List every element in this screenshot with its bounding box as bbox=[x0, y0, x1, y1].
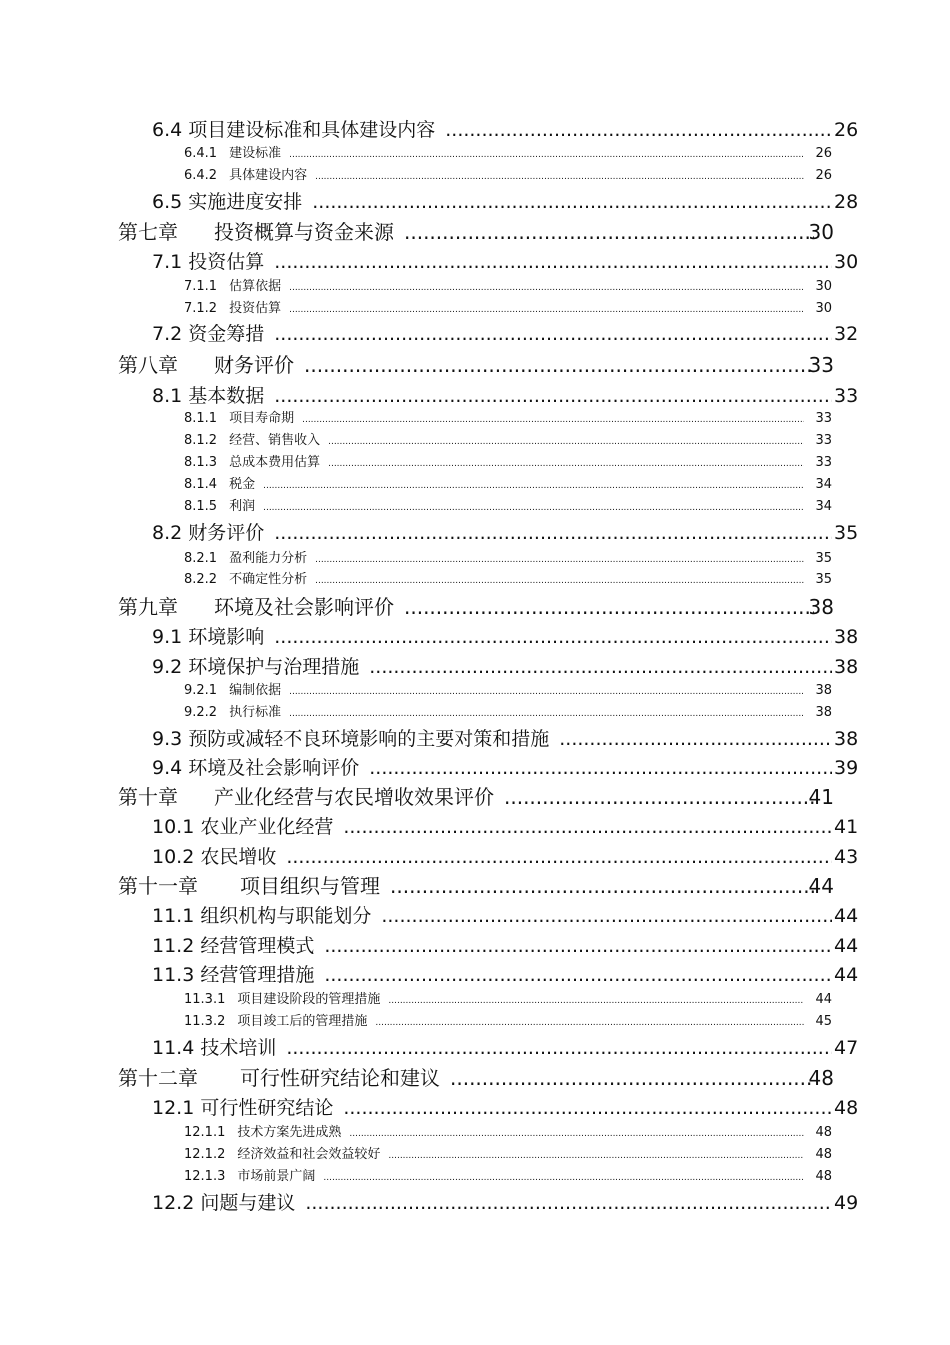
toc-entry-title: 经营管理措施 bbox=[200, 964, 315, 986]
dot-leader bbox=[328, 455, 804, 473]
toc-entry-number: 12.1.3 bbox=[184, 1169, 226, 1184]
toc-entry-title: 盈利能力分析 bbox=[229, 551, 308, 566]
toc-entry-page-number: 48 bbox=[815, 1169, 832, 1184]
toc-entry-number: 6.4.1 bbox=[184, 146, 218, 161]
dot-leader bbox=[315, 551, 804, 569]
toc-entry-number: 10.2 bbox=[152, 846, 195, 868]
dot-leader bbox=[328, 433, 804, 451]
toc-entry-page-number: 38 bbox=[834, 656, 859, 678]
toc-entry-number: 6.4 bbox=[152, 119, 183, 141]
toc-entry-number: 9.2.2 bbox=[184, 705, 218, 720]
toc-section-entry[interactable] bbox=[152, 1190, 858, 1216]
dot-leader bbox=[289, 279, 804, 297]
toc-subsection-entry[interactable] bbox=[184, 167, 832, 185]
toc-subsection-entry[interactable] bbox=[184, 432, 832, 450]
toc-entry-number: 12.1.2 bbox=[184, 1147, 226, 1162]
toc-entry-number: 11.2 bbox=[152, 935, 195, 957]
toc-entry-title: 编制依据 bbox=[229, 683, 282, 698]
toc-entry-page-number: 26 bbox=[834, 119, 859, 141]
toc-subsection-entry[interactable] bbox=[184, 704, 832, 722]
toc-entry-page-number: 38 bbox=[834, 728, 859, 750]
toc-subsection-entry[interactable] bbox=[184, 682, 832, 700]
toc-entry-title: 农民增收 bbox=[200, 846, 277, 868]
dot-leader bbox=[369, 755, 832, 781]
dot-leader bbox=[504, 784, 814, 810]
toc-entry-title: 估算依据 bbox=[229, 279, 282, 294]
toc-entry-page-number: 45 bbox=[815, 1014, 832, 1029]
toc-entry-title: 总成本费用估算 bbox=[229, 455, 321, 470]
toc-subsection-entry[interactable] bbox=[184, 991, 832, 1009]
toc-entry-title: 技术培训 bbox=[200, 1037, 277, 1059]
toc-section-entry[interactable] bbox=[152, 933, 858, 959]
dot-leader bbox=[450, 1065, 814, 1091]
toc-entry-title: 环境及社会影响评价 bbox=[214, 595, 394, 619]
toc-entry-number: 7.1.1 bbox=[184, 279, 218, 294]
dot-leader bbox=[445, 117, 832, 143]
dot-leader bbox=[304, 352, 814, 378]
toc-entry-page-number: 44 bbox=[834, 905, 859, 927]
toc-entry-number: 8.1.4 bbox=[184, 477, 218, 492]
toc-entry-page-number: 44 bbox=[815, 992, 832, 1007]
toc-subsection-entry[interactable] bbox=[184, 476, 832, 494]
dot-leader bbox=[381, 903, 832, 929]
toc-entry-title: 财务评价 bbox=[214, 353, 294, 377]
toc-section-entry[interactable] bbox=[152, 755, 858, 781]
dot-leader bbox=[289, 705, 804, 723]
toc-entry-page-number: 32 bbox=[834, 323, 859, 345]
toc-entry-page-number: 39 bbox=[834, 757, 859, 779]
dot-leader bbox=[343, 1095, 832, 1121]
toc-subsection-entry[interactable] bbox=[184, 1124, 832, 1142]
dot-leader bbox=[343, 814, 832, 840]
toc-entry-page-number: 30 bbox=[808, 220, 834, 244]
toc-entry-page-number: 28 bbox=[834, 191, 859, 213]
toc-entry-page-number: 30 bbox=[834, 251, 859, 273]
toc-entry-number: 第十章 bbox=[118, 785, 178, 809]
toc-entry-number: 11.3.1 bbox=[184, 992, 226, 1007]
toc-section-entry[interactable] bbox=[152, 117, 858, 143]
toc-entry-number: 第九章 bbox=[118, 595, 178, 619]
toc-entry-title: 建设标准 bbox=[229, 146, 282, 161]
toc-section-entry[interactable] bbox=[152, 321, 858, 347]
dot-leader bbox=[375, 1014, 804, 1032]
dot-leader bbox=[274, 321, 832, 347]
toc-entry-number: 9.4 bbox=[152, 757, 183, 779]
toc-entry-page-number: 49 bbox=[834, 1192, 859, 1214]
toc-entry-number: 8.1 bbox=[152, 385, 183, 407]
dot-leader bbox=[324, 933, 832, 959]
toc-entry-number: 9.1 bbox=[152, 626, 183, 648]
toc-chapter-entry[interactable] bbox=[118, 219, 834, 245]
toc-entry-title: 利润 bbox=[229, 499, 256, 514]
dot-leader bbox=[390, 873, 814, 899]
dot-leader bbox=[289, 146, 804, 164]
dot-leader bbox=[274, 520, 832, 546]
toc-entry-number: 8.1.5 bbox=[184, 499, 218, 514]
toc-entry-page-number: 38 bbox=[815, 683, 832, 698]
toc-entry-number: 11.1 bbox=[152, 905, 195, 927]
toc-entry-title: 投资概算与资金来源 bbox=[214, 220, 394, 244]
dot-leader bbox=[315, 572, 804, 590]
toc-entry-number: 8.1.1 bbox=[184, 411, 218, 426]
toc-entry-page-number: 48 bbox=[808, 1066, 834, 1090]
toc-entry-title: 经营管理模式 bbox=[200, 935, 315, 957]
dot-leader bbox=[315, 168, 804, 186]
toc-entry-number: 第八章 bbox=[118, 353, 178, 377]
toc-section-entry[interactable] bbox=[152, 962, 858, 988]
toc-entry-title: 可行性研究结论和建议 bbox=[240, 1066, 440, 1090]
toc-entry-page-number: 33 bbox=[815, 433, 832, 448]
toc-entry-page-number: 26 bbox=[815, 168, 832, 183]
dot-leader bbox=[323, 1169, 804, 1187]
toc-entry-page-number: 47 bbox=[834, 1037, 859, 1059]
toc-subsection-entry[interactable] bbox=[184, 454, 832, 472]
toc-section-entry[interactable] bbox=[152, 520, 858, 546]
toc-entry-number: 6.5 bbox=[152, 191, 183, 213]
dot-leader bbox=[404, 594, 814, 620]
dot-leader bbox=[289, 301, 804, 319]
toc-chapter-entry[interactable] bbox=[118, 784, 834, 810]
toc-entry-number: 11.3.2 bbox=[184, 1014, 226, 1029]
toc-subsection-entry[interactable] bbox=[184, 410, 832, 428]
toc-entry-number: 9.2.1 bbox=[184, 683, 218, 698]
toc-entry-title: 投资估算 bbox=[229, 301, 282, 316]
dot-leader bbox=[388, 1147, 804, 1165]
toc-chapter-entry[interactable] bbox=[118, 1065, 834, 1091]
dot-leader bbox=[312, 189, 832, 215]
toc-section-entry[interactable] bbox=[152, 249, 858, 275]
toc-entry-title: 投资估算 bbox=[188, 251, 265, 273]
toc-entry-title: 组织机构与职能划分 bbox=[200, 905, 372, 927]
toc-entry-number: 8.2 bbox=[152, 522, 183, 544]
toc-entry-number: 9.3 bbox=[152, 728, 183, 750]
toc-entry-page-number: 35 bbox=[834, 522, 859, 544]
toc-entry-number: 8.2.1 bbox=[184, 551, 218, 566]
toc-entry-page-number: 41 bbox=[834, 816, 859, 838]
toc-entry-title: 问题与建议 bbox=[200, 1192, 296, 1214]
toc-entry-page-number: 30 bbox=[815, 301, 832, 316]
toc-subsection-entry[interactable] bbox=[184, 145, 832, 163]
toc-entry-number: 8.1.2 bbox=[184, 433, 218, 448]
dot-leader bbox=[274, 383, 832, 409]
toc-entry-title: 项目建设标准和具体建设内容 bbox=[188, 119, 436, 141]
toc-entry-page-number: 33 bbox=[815, 411, 832, 426]
toc-entry-title: 环境影响 bbox=[188, 626, 265, 648]
toc-entry-number: 12.1.1 bbox=[184, 1125, 226, 1140]
toc-subsection-entry[interactable] bbox=[184, 550, 832, 568]
toc-entry-title: 环境保护与治理措施 bbox=[188, 656, 360, 678]
toc-entry-page-number: 48 bbox=[834, 1097, 859, 1119]
dot-leader bbox=[388, 992, 804, 1010]
dot-leader bbox=[305, 1190, 832, 1216]
toc-entry-title: 项目寿命期 bbox=[229, 411, 295, 426]
toc-entry-page-number: 26 bbox=[815, 146, 832, 161]
toc-entry-page-number: 48 bbox=[815, 1125, 832, 1140]
toc-entry-page-number: 43 bbox=[834, 846, 859, 868]
dot-leader bbox=[289, 683, 804, 701]
toc-section-entry[interactable] bbox=[152, 903, 858, 929]
toc-entry-title: 资金筹措 bbox=[188, 323, 265, 345]
dot-leader bbox=[274, 624, 832, 650]
toc-entry-page-number: 30 bbox=[815, 279, 832, 294]
toc-entry-page-number: 34 bbox=[815, 499, 832, 514]
dot-leader bbox=[324, 962, 832, 988]
toc-entry-title: 经营、销售收入 bbox=[229, 433, 321, 448]
dot-leader bbox=[263, 477, 804, 495]
toc-entry-number: 第七章 bbox=[118, 220, 178, 244]
toc-entry-title: 项目竣工后的管理措施 bbox=[237, 1014, 368, 1029]
toc-entry-title: 基本数据 bbox=[188, 385, 265, 407]
toc-entry-number: 11.4 bbox=[152, 1037, 195, 1059]
toc-entry-number: 12.2 bbox=[152, 1192, 195, 1214]
toc-entry-number: 第十一章 bbox=[118, 874, 198, 898]
toc-entry-number: 10.1 bbox=[152, 816, 195, 838]
toc-entry-page-number: 44 bbox=[834, 964, 859, 986]
toc-entry-page-number: 38 bbox=[808, 595, 834, 619]
toc-entry-number: 6.4.2 bbox=[184, 168, 218, 183]
dot-leader bbox=[263, 499, 804, 517]
toc-subsection-entry[interactable] bbox=[184, 1013, 832, 1031]
toc-entry-title: 项目组织与管理 bbox=[240, 874, 380, 898]
toc-subsection-entry[interactable] bbox=[184, 1168, 832, 1186]
dot-leader bbox=[369, 654, 832, 680]
toc-section-entry[interactable] bbox=[152, 624, 858, 650]
toc-section-entry[interactable] bbox=[152, 383, 858, 409]
toc-entry-title: 项目建设阶段的管理措施 bbox=[237, 992, 381, 1007]
toc-entry-page-number: 38 bbox=[834, 626, 859, 648]
dot-leader bbox=[559, 726, 832, 752]
toc-section-entry[interactable] bbox=[152, 814, 858, 840]
toc-entry-number: 12.1 bbox=[152, 1097, 195, 1119]
dot-leader bbox=[286, 1035, 832, 1061]
toc-entry-title: 经济效益和社会效益较好 bbox=[237, 1147, 381, 1162]
toc-section-entry[interactable] bbox=[152, 844, 858, 870]
toc-chapter-entry[interactable] bbox=[118, 352, 834, 378]
toc-subsection-entry[interactable] bbox=[184, 278, 832, 296]
toc-subsection-entry[interactable] bbox=[184, 300, 832, 318]
toc-entry-number: 11.3 bbox=[152, 964, 195, 986]
toc-section-entry[interactable] bbox=[152, 1095, 858, 1121]
toc-section-entry[interactable] bbox=[152, 1035, 858, 1061]
toc-entry-page-number: 35 bbox=[815, 572, 832, 587]
toc-entry-title: 技术方案先进成熟 bbox=[237, 1125, 342, 1140]
toc-entry-title: 市场前景广阔 bbox=[237, 1169, 316, 1184]
toc-entry-page-number: 35 bbox=[815, 551, 832, 566]
dot-leader bbox=[349, 1125, 804, 1143]
toc-entry-title: 财务评价 bbox=[188, 522, 265, 544]
toc-subsection-entry[interactable] bbox=[184, 498, 832, 516]
toc-entry-page-number: 33 bbox=[808, 353, 834, 377]
toc-section-entry[interactable] bbox=[152, 654, 858, 680]
toc-subsection-entry[interactable] bbox=[184, 1146, 832, 1164]
toc-subsection-entry[interactable] bbox=[184, 571, 832, 589]
toc-entry-number: 8.1.3 bbox=[184, 455, 218, 470]
toc-chapter-entry[interactable] bbox=[118, 594, 834, 620]
toc-entry-page-number: 41 bbox=[808, 785, 834, 809]
toc-entry-number: 7.1 bbox=[152, 251, 183, 273]
toc-entry-number: 7.2 bbox=[152, 323, 183, 345]
toc-entry-page-number: 33 bbox=[815, 455, 832, 470]
toc-entry-title: 可行性研究结论 bbox=[200, 1097, 334, 1119]
toc-entry-page-number: 38 bbox=[815, 705, 832, 720]
toc-entry-title: 具体建设内容 bbox=[229, 168, 308, 183]
toc-entry-title: 不确定性分析 bbox=[229, 572, 308, 587]
toc-entry-title: 执行标准 bbox=[229, 705, 282, 720]
dot-leader bbox=[302, 411, 804, 429]
dot-leader bbox=[286, 844, 832, 870]
dot-leader bbox=[404, 219, 814, 245]
toc-entry-title: 农业产业化经营 bbox=[200, 816, 334, 838]
toc-entry-page-number: 44 bbox=[834, 935, 859, 957]
toc-entry-number: 8.2.2 bbox=[184, 572, 218, 587]
toc-entry-page-number: 44 bbox=[808, 874, 834, 898]
toc-entry-title: 环境及社会影响评价 bbox=[188, 757, 360, 779]
toc-entry-page-number: 33 bbox=[834, 385, 859, 407]
dot-leader bbox=[274, 249, 832, 275]
toc-section-entry[interactable] bbox=[152, 189, 858, 215]
toc-entry-page-number: 34 bbox=[815, 477, 832, 492]
toc-entry-page-number: 48 bbox=[815, 1147, 832, 1162]
toc-entry-number: 7.1.2 bbox=[184, 301, 218, 316]
toc-section-entry[interactable] bbox=[152, 726, 858, 752]
toc-entry-number: 第十二章 bbox=[118, 1066, 198, 1090]
toc-entry-title: 实施进度安排 bbox=[188, 191, 303, 213]
toc-entry-number: 9.2 bbox=[152, 656, 183, 678]
toc-chapter-entry[interactable] bbox=[118, 873, 834, 899]
toc-entry-title: 产业化经营与农民增收效果评价 bbox=[214, 785, 494, 809]
toc-entry-title: 预防或减轻不良环境影响的主要对策和措施 bbox=[188, 728, 550, 750]
toc-entry-title: 税金 bbox=[229, 477, 256, 492]
